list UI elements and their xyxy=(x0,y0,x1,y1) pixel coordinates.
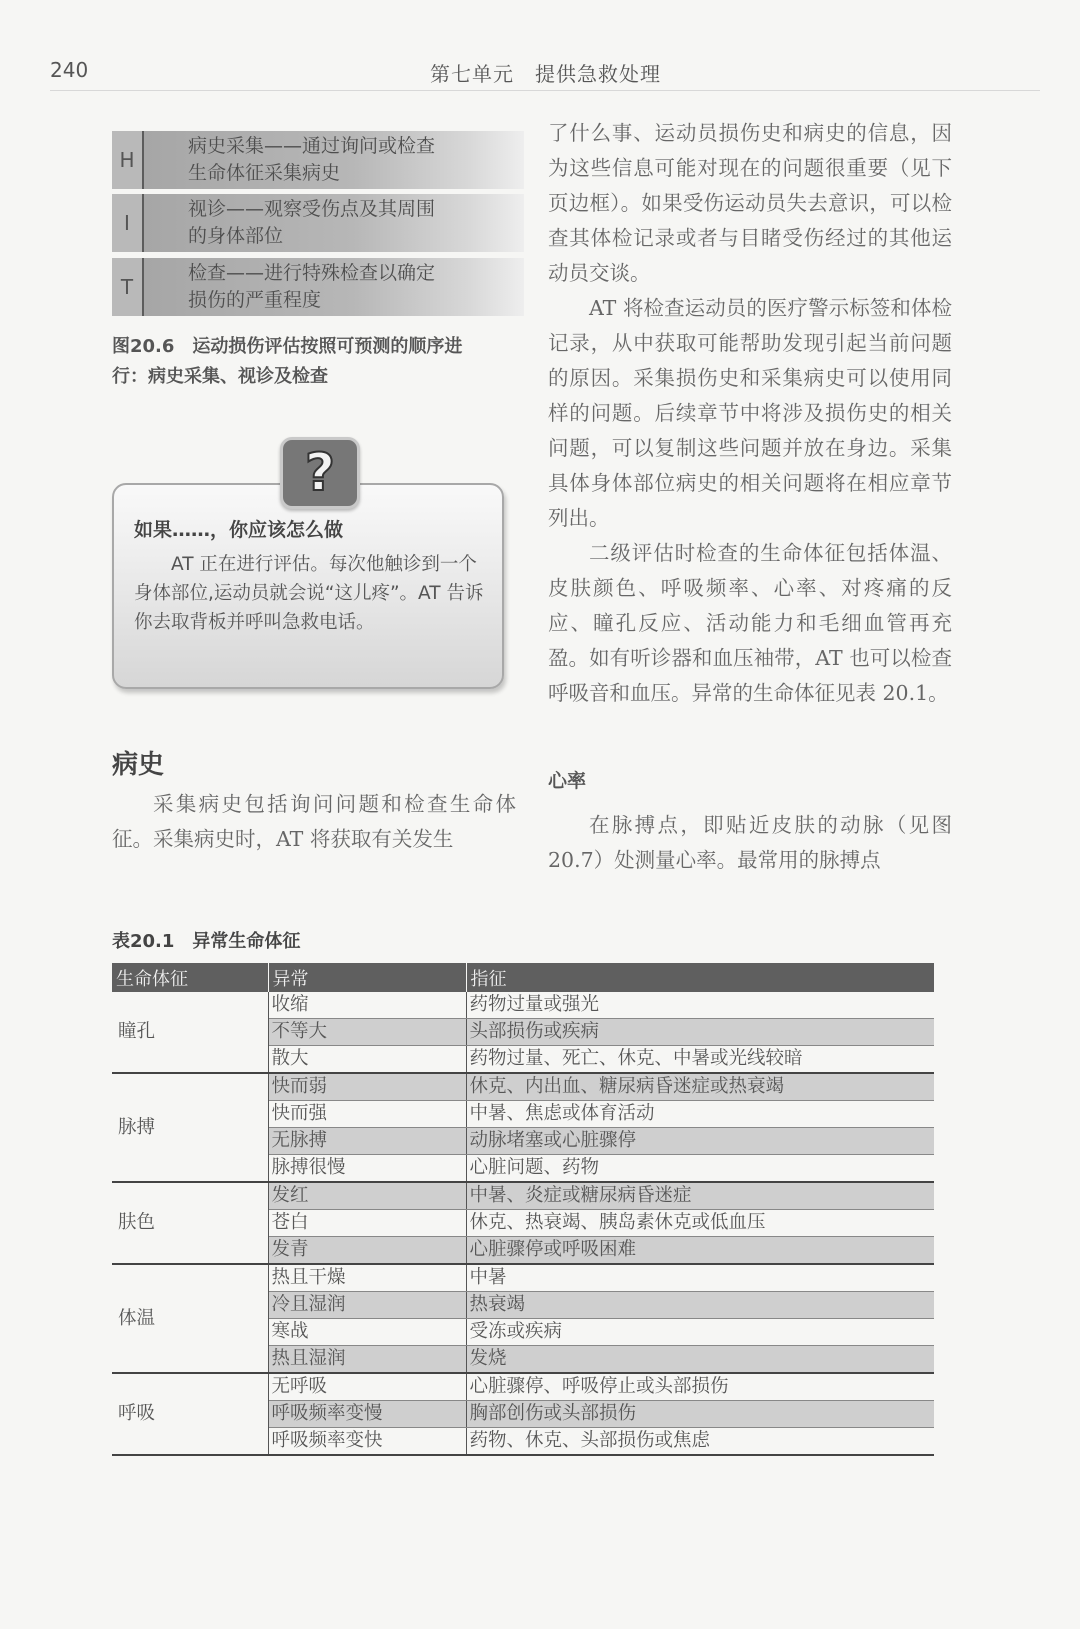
category-cell: 肤色 xyxy=(112,1182,268,1264)
hit-letter: T xyxy=(112,258,142,316)
table-row xyxy=(112,992,934,1019)
right-column-body-continued xyxy=(548,808,952,878)
abnormal-cell: 不等大 xyxy=(268,1019,466,1046)
indication-cell: 中暑、炎症或糖尿病昏迷症 xyxy=(466,1182,934,1210)
abnormal-cell: 无呼吸 xyxy=(268,1373,466,1401)
figure-caption-line: 行：病史采集、视诊及检查 xyxy=(112,366,328,387)
right-column-body xyxy=(548,116,952,711)
category-cell: 体温 xyxy=(112,1264,268,1373)
running-head: 第七单元 提供急救处理 xyxy=(430,62,661,86)
hit-row-history xyxy=(112,131,524,189)
column-header: 生命体征 xyxy=(112,963,268,992)
indication-cell: 中暑 xyxy=(466,1264,934,1292)
abnormal-cell: 无脉搏 xyxy=(268,1128,466,1155)
indication-cell: 发烧 xyxy=(466,1346,934,1374)
abnormal-cell: 快而强 xyxy=(268,1101,466,1128)
indication-cell: 休克、热衰竭、胰岛素休克或低血压 xyxy=(466,1210,934,1237)
abnormal-cell: 热且湿润 xyxy=(268,1346,466,1374)
abnormal-cell: 呼吸频率变快 xyxy=(268,1428,466,1456)
body-paragraph: 在脉搏点，即贴近皮肤的动脉（见图 20.7）处测量心率。最常用的脉搏点 xyxy=(548,813,952,872)
abnormal-cell: 脉搏很慢 xyxy=(268,1155,466,1183)
what-if-body: AT 正在进行评估。每次他触诊到一个身体部位,运动员就会说“这儿疼”。AT 告诉你去取背板并呼叫急救电话。 xyxy=(134,554,484,633)
abnormal-cell: 寒战 xyxy=(268,1319,466,1346)
table-caption: 表20.1 异常生命体征 xyxy=(112,931,301,952)
column-header: 异常 xyxy=(268,963,466,992)
indication-cell: 胸部创伤或头部损伤 xyxy=(466,1401,934,1428)
category-cell: 瞳孔 xyxy=(112,992,268,1073)
figure-caption xyxy=(112,332,532,392)
hit-text xyxy=(144,131,524,189)
page-number: 240 xyxy=(50,58,89,82)
abnormal-cell: 收缩 xyxy=(268,992,466,1019)
left-column-body xyxy=(112,787,516,857)
hit-letter: I xyxy=(112,194,142,252)
indication-cell: 休克、内出血、糖尿病昏迷症或热衰竭 xyxy=(466,1073,934,1101)
indication-cell: 头部损伤或疾病 xyxy=(466,1019,934,1046)
table-row xyxy=(112,1264,934,1292)
question-mark-glyph: ? xyxy=(304,443,336,503)
abnormal-cell: 发青 xyxy=(268,1237,466,1265)
abnormal-cell: 散大 xyxy=(268,1046,466,1074)
table-row xyxy=(112,1373,934,1401)
abnormal-cell: 冷且湿润 xyxy=(268,1292,466,1319)
table-row xyxy=(112,1073,934,1101)
abnormal-cell: 快而弱 xyxy=(268,1073,466,1101)
indication-cell: 心脏问题、药物 xyxy=(466,1155,934,1183)
column-header: 指征 xyxy=(466,963,934,992)
hit-text xyxy=(144,194,524,252)
indication-cell: 药物过量、死亡、休克、中暑或光线较暗 xyxy=(466,1046,934,1074)
what-if-box xyxy=(112,483,504,689)
abnormal-cell: 热且干燥 xyxy=(268,1264,466,1292)
body-paragraph: AT 将检查运动员的医疗警示标签和体检记录，从中获取可能帮助发现引起当前问题的原因。采集损伤史和采集病史可以使用同样的问题。后续章节中将涉及损伤史的相关问题，可以复制这些问题并放在身边。采集具体身体部位病史的相关问题将在相应章节列出。 xyxy=(548,296,952,530)
abnormal-cell: 苍白 xyxy=(268,1210,466,1237)
hit-text-line: 的身体部位 xyxy=(188,225,284,247)
abnormal-cell: 发红 xyxy=(268,1182,466,1210)
body-paragraph: 二级评估时检查的生命体征包括体温、皮肤颜色、呼吸频率、心率、对疼痛的反应、瞳孔反应、活动能力和毛细血管再充盈。如有听诊器和血压袖带，AT 也可以检查呼吸音和血压。异常的生命体征见表 20.1。 xyxy=(548,541,952,705)
indication-cell: 动脉堵塞或心脏骤停 xyxy=(466,1128,934,1155)
hit-text-line: 生命体征采集病史 xyxy=(188,162,341,184)
hit-text-line: 视诊——观察受伤点及其周围 xyxy=(188,198,436,220)
indication-cell: 药物、休克、头部损伤或焦虑 xyxy=(466,1428,934,1456)
abnormal-vitals-table xyxy=(112,963,934,1456)
hit-text-line: 病史采集——通过询问或检查 xyxy=(188,135,436,157)
hit-text xyxy=(144,258,524,316)
abnormal-cell: 呼吸频率变慢 xyxy=(268,1401,466,1428)
hit-row-testing xyxy=(112,258,524,316)
category-cell: 脉搏 xyxy=(112,1073,268,1182)
indication-cell: 热衰竭 xyxy=(466,1292,934,1319)
what-if-title: 如果……，你应该怎么做 xyxy=(134,519,344,541)
body-paragraph: 了什么事、运动员损伤史和病史的信息，因为这些信息可能对现在的问题很重要（见下页边框）。如果受伤运动员失去意识，可以检查其体检记录或者与目睹受伤经过的其他运动员交谈。 xyxy=(548,121,952,285)
table-header-row xyxy=(112,963,934,992)
figure-caption-line: 图20.6 运动损伤评估按照可预测的顺序进 xyxy=(112,336,463,357)
header-rule xyxy=(50,90,1040,91)
question-mark-icon xyxy=(280,437,360,509)
section-heading-history: 病史 xyxy=(112,750,165,780)
hit-letter: H xyxy=(112,131,142,189)
category-cell: 呼吸 xyxy=(112,1373,268,1455)
body-paragraph: 采集病史包括询问问题和检查生命体征。采集病史时，AT 将获取有关发生 xyxy=(112,792,516,851)
indication-cell: 受冻或疾病 xyxy=(466,1319,934,1346)
indication-cell: 心脏骤停或呼吸困难 xyxy=(466,1237,934,1265)
table-row xyxy=(112,1182,934,1210)
indication-cell: 心脏骤停、呼吸停止或头部损伤 xyxy=(466,1373,934,1401)
subheading-heart-rate: 心率 xyxy=(548,770,587,792)
hit-text-line: 损伤的严重程度 xyxy=(188,289,322,311)
indication-cell: 药物过量或强光 xyxy=(466,992,934,1019)
indication-cell: 中暑、焦虑或体育活动 xyxy=(466,1101,934,1128)
hit-text-line: 检查——进行特殊检查以确定 xyxy=(188,262,436,284)
hit-row-inspection xyxy=(112,194,524,252)
